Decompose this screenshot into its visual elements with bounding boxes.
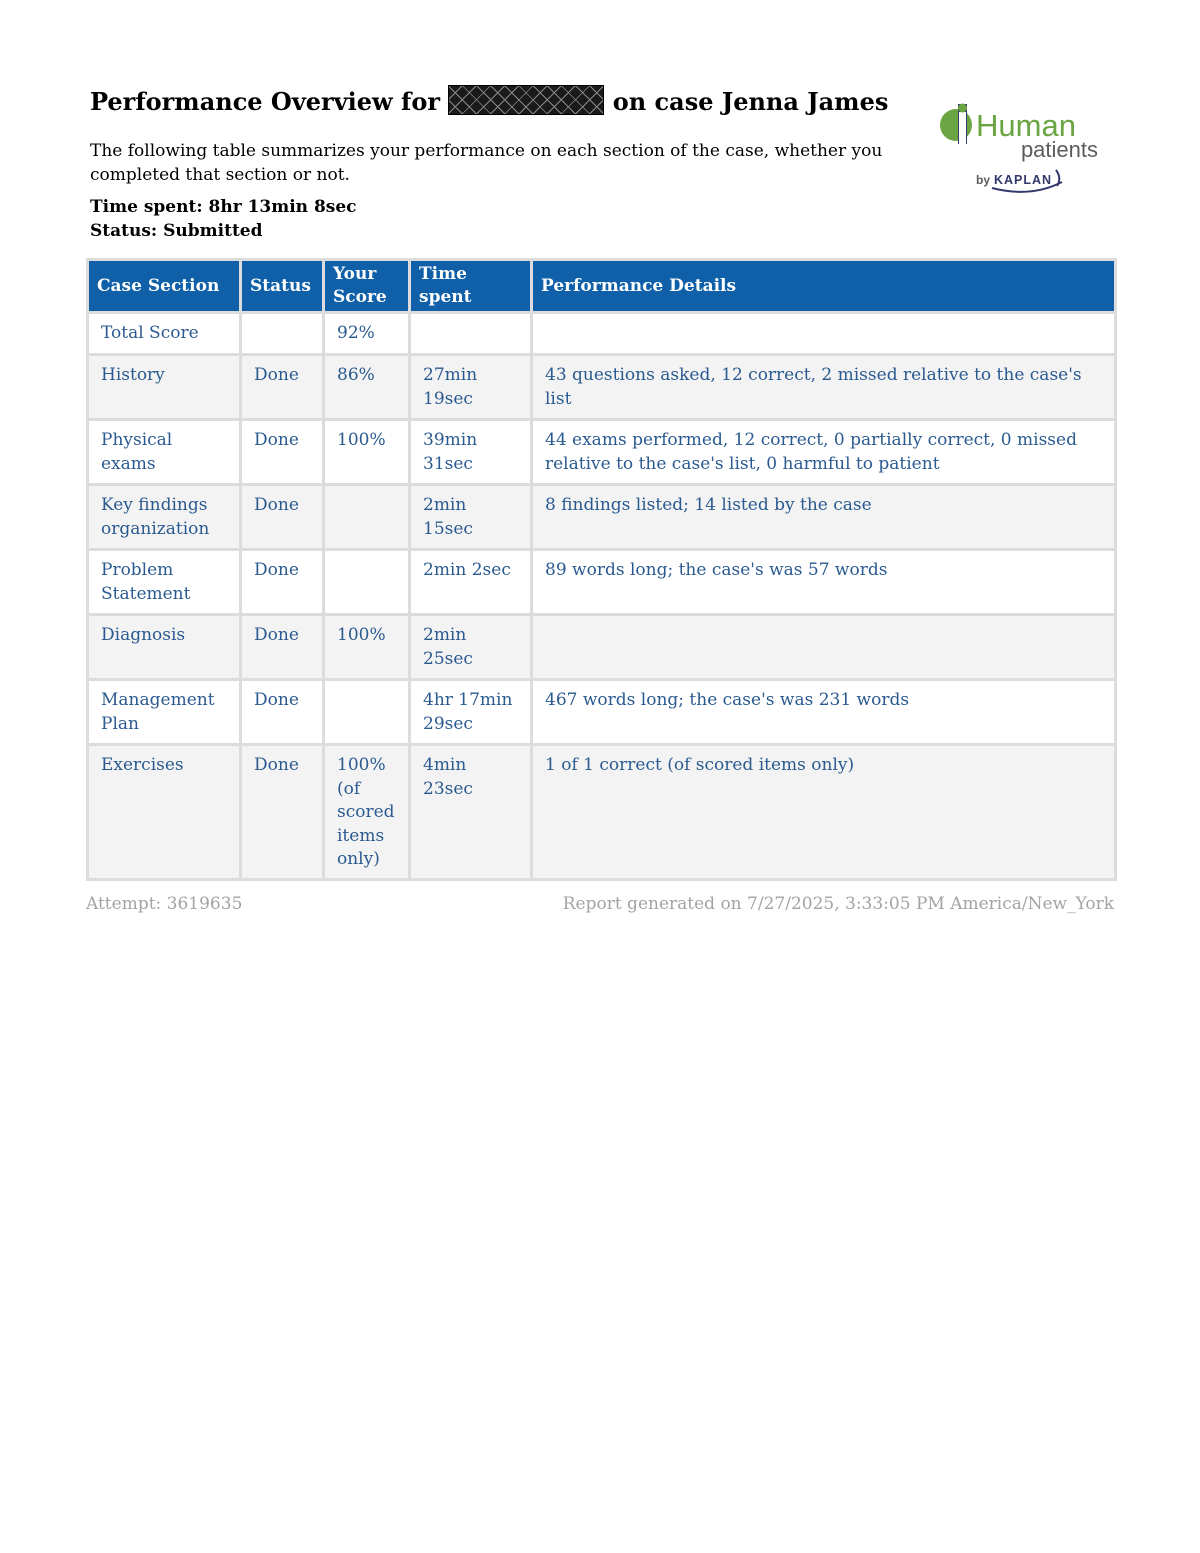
time-cell <box>410 313 532 355</box>
time-cell: 2min 15sec <box>410 485 532 550</box>
table-row <box>88 485 1116 550</box>
status-cell <box>241 313 324 355</box>
section-cell: Diagnosis <box>88 615 241 680</box>
time-cell: 4hr 17min 29sec <box>410 680 532 745</box>
status-cell: Done <box>241 615 324 680</box>
section-cell: Total Score <box>88 313 241 355</box>
details-cell: 89 words long; the case's was 57 words <box>532 550 1116 615</box>
table-row <box>88 680 1116 745</box>
table-row <box>88 420 1116 485</box>
time-cell: 2min 25sec <box>410 615 532 680</box>
i-human-logo-icon <box>936 100 1106 196</box>
logo-mark <box>940 104 972 147</box>
score-cell: 100% <box>324 615 410 680</box>
section-cell: Exercises <box>88 745 241 880</box>
attempt-summary <box>90 195 357 243</box>
section-cell: Problem Statement <box>88 550 241 615</box>
details-cell: 467 words long; the case's was 231 words <box>532 680 1116 745</box>
title-prefix: Performance Overview for <box>90 87 441 116</box>
section-cell: Key findings organization <box>88 485 241 550</box>
performance-table <box>86 258 1117 881</box>
section-cell: History <box>88 355 241 420</box>
redacted-name <box>448 85 604 115</box>
time-cell: 4min 23sec <box>410 745 532 880</box>
status-cell: Done <box>241 420 324 485</box>
status-cell: Done <box>241 355 324 420</box>
time-cell: 2min 2sec <box>410 550 532 615</box>
col-header-status: Status <box>241 260 324 313</box>
section-cell: Physical exams <box>88 420 241 485</box>
table-row <box>88 550 1116 615</box>
logo-sub: patients <box>1020 137 1098 162</box>
score-cell <box>324 680 410 745</box>
score-cell: 100% (of scored items only) <box>324 745 410 880</box>
logo-word: Human <box>976 108 1076 143</box>
score-cell: 86% <box>324 355 410 420</box>
details-cell: 8 findings listed; 14 listed by the case <box>532 485 1116 550</box>
title-suffix: on case Jenna James <box>612 87 889 116</box>
col-header-case-section: Case Section <box>88 260 241 313</box>
report-generated-timestamp: Report generated on 7/27/2025, 3:33:05 PM America/New_York <box>562 894 1114 914</box>
details-cell <box>532 615 1116 680</box>
table-row <box>88 355 1116 420</box>
intro-text: The following table summarizes your performance on each section of the case, whether you completed that section or not. <box>90 141 883 185</box>
score-cell <box>324 550 410 615</box>
table-row <box>88 615 1116 680</box>
table-row <box>88 313 1116 355</box>
time-spent-summary: Time spent: 8hr 13min 8sec <box>90 197 357 217</box>
section-cell: Management Plan <box>88 680 241 745</box>
table-row <box>88 745 1116 880</box>
details-cell: 43 questions asked, 12 correct, 2 missed relative to the case's list <box>532 355 1116 420</box>
details-cell: 44 exams performed, 12 correct, 0 partially correct, 0 missed relative to the case's list, 0 harmful to patient <box>532 420 1116 485</box>
time-cell: 39min 31sec <box>410 420 532 485</box>
status-cell: Done <box>241 550 324 615</box>
details-cell <box>532 313 1116 355</box>
page-title <box>90 84 888 120</box>
col-header-time: Time spent <box>410 260 532 313</box>
time-cell: 27min 19sec <box>410 355 532 420</box>
score-cell: 100% <box>324 420 410 485</box>
attempt-id: Attempt: 3619635 <box>86 894 243 914</box>
score-cell <box>324 485 410 550</box>
details-cell: 1 of 1 correct (of scored items only) <box>532 745 1116 880</box>
logo-brand: KAPLAN <box>994 173 1053 187</box>
score-cell: 92% <box>324 313 410 355</box>
status-cell: Done <box>241 485 324 550</box>
status-cell: Done <box>241 745 324 880</box>
col-header-score: Your Score <box>324 260 410 313</box>
col-header-details: Performance Details <box>532 260 1116 313</box>
table-header-row <box>88 260 1116 313</box>
status-cell: Done <box>241 680 324 745</box>
logo-by: by <box>976 173 991 187</box>
status-summary: Status: Submitted <box>90 221 263 241</box>
